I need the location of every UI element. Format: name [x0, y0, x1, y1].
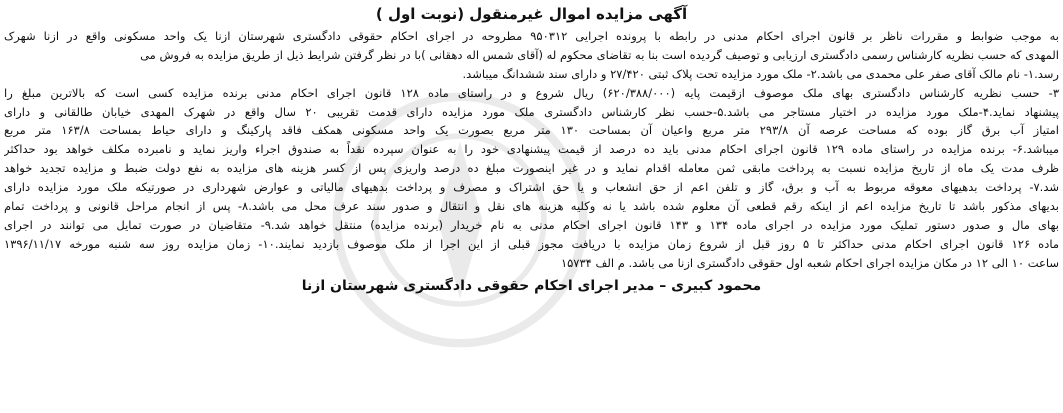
notice-line: المهدی که حسب نظریه کارشناس رسمی دادگستری ارزیابی و توصیف گردیده است بنا به تقاضای محکوم له (آقای شمس اله دهقانی )با در نظر گرفتن شرایط ذیل از طریق مزایده به فروش می	[140, 47, 1059, 62]
notice-line: امتیاز آب برق گاز بوده که مساحت عرصه آن ۲۹۳/۸ متر مربع واعیان آن بمساحت ۱۳۰ متر مربع بصورت یک واحد مسکونی همکف فاقد پارکینگ و دارای حیاط بمساحت ۱۶۳/۸ متر مربع	[4, 123, 1059, 138]
notice-body	[4, 27, 1059, 273]
notice-line: پیشنهاد نماید.۴-ملک مورد مزایده در اختیار مستاجر می باشد.۵-حسب نظر کارشناس دادگستری ملک مورد مزایده دارای قدمت تقریبی ۲۰ سال واقع در شهرک المهدی خیابان طالقانی و دارای	[4, 104, 1059, 119]
notice-line: به موجب ضوابط و مقررات ناظر بر قانون اجرای احکام مدنی در رابطه با پرونده اجرایی ۹۵۰۳۱۲ مطروحه در اجرای احکام حقوقی دادگستری شهرستان ازنا یک واحد مسکونی واقع در ازنا شهرک	[4, 29, 1059, 43]
notice-line: ظرف مدت یک ماه از تاریخ مزایده نسبت به پرداخت مابقی ثمن معامله اقدام نماید و در غیر اینصورت مبلغ ده درصد واریزی پس از کسر هزینه های مزایده به نفع دولت ضبط و مزایده تجدید خواهد	[4, 161, 1059, 176]
signature: محمود کبیری – مدیر اجرای احکام حقوقی دادگستری شهرستان ازنا	[301, 277, 762, 294]
notice-line: بدیهای مذکور باشد تا تاریخ مزایده اعم از اینکه رقم قطعی آن معلوم شده باشد یا نه وکلیه هزینه های نقل و انتقال و صدور سند عرف محل می باشد.۸- پس از انجام مراحل قانونی و پرداخت تمام	[4, 199, 1059, 214]
notice-line: ماده ۱۲۶ قانون اجرای احکام مدنی حداکثر تا ۵ روز قبل از شروع زمان مزایده با دریافت مجوز قبلی از این اجرا از ملک موصوف بازدید نمایند.۱۰- زمان مزایده روز سه شنبه مورخه ۱۳۹۶/۱۱/۱۷	[4, 236, 1059, 251]
notice-line: ۳- حسب نظریه کارشناس دادگستری بهای ملک موصوف ازقیمت پایه (۶۲۰/۳۸۸/۰۰۰) ریال شروع و در راستای ماده ۱۲۸ قانون اجرای احکام مدنی برنده مزایده کسی است که بالاترین مبلغ را	[4, 85, 1059, 100]
notice-line: ساعت ۱۰ الی ۱۲ در مکان مزایده اجرای احکام شعبه اول حقوقی دادگستری ازنا می باشد. م الف ۱۵۷۳۴	[560, 255, 1059, 270]
notice-line: بهای مال و صدور دستور تملیک مورد مزایده در اجرای ماده ۱۳۴ و ۱۴۳ قانون اجرای احکام مدنی به نام خریدار (برنده مزایده) منتقل خواهد شد.۹- متقاضیان در صورت تمایل می توانند در اجرای	[4, 217, 1059, 232]
notice-line: میباشد.۶- برنده مزایده در راستای ماده ۱۲۹ قانون اجرای احکام مدنی باید ده درصد از قیمت پیشنهادی خود را به عنوان سپرده نقداً به صندوق اجراء واریز نماید و نامبرده مکلف خواهد بود حداکثر	[4, 142, 1059, 157]
notice-line: شد.۷- پرداخت بدهیهای معوقه مربوط به آب و برق، گاز و تلفن اعم از حق انشعاب و یا حق اشتراک و مصرف و پرداخت بدهیهای مالیاتی و عوارض شهرداری در صورتیکه ملک مورد مزایده دارای	[4, 180, 1059, 195]
notice-line: رسد.۱- نام مالک آقای صفر علی محمدی می باشد.۲- ملک مورد مزایده تحت پلاک ثبتی ۲۷/۴۲۰ و دارای سند ششدانگ میباشد.	[462, 66, 1059, 81]
notice-title: آگهی مزایده اموال غیرمنقول (نوبت اول )	[375, 5, 688, 23]
